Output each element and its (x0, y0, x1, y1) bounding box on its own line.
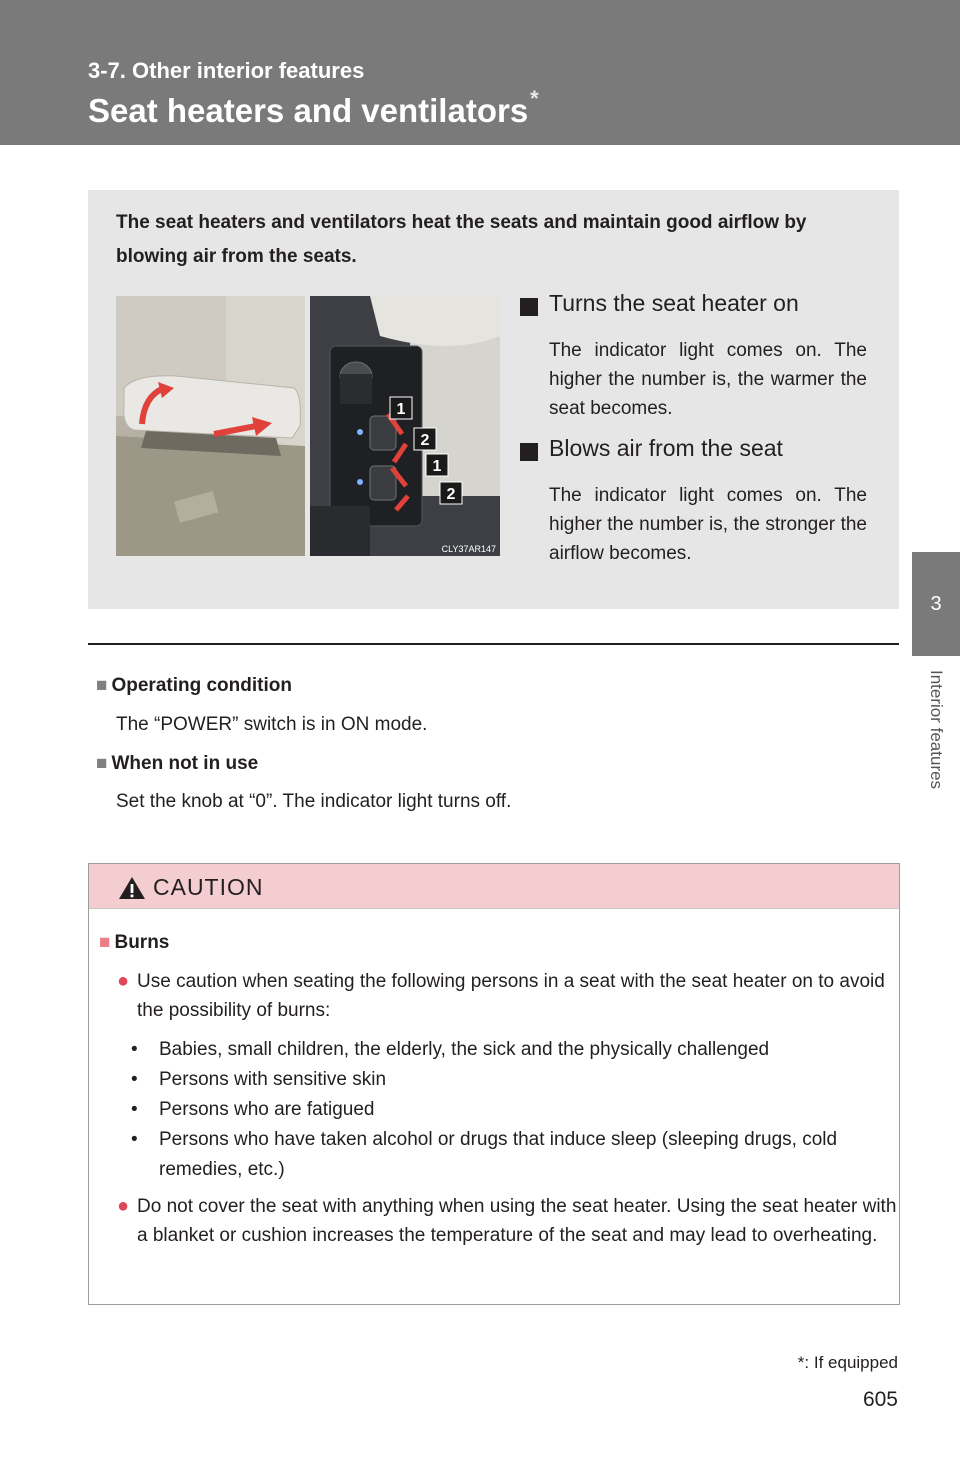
heading-text: When not in use (111, 753, 259, 774)
caution-subitem (131, 1065, 881, 1095)
intro-text: The seat heaters and ventilators heat the seats and maintain good airflow by blowing air from the seats. (116, 212, 807, 267)
operating-condition-heading (96, 675, 292, 697)
intro-box (88, 190, 899, 609)
burns-heading (99, 932, 169, 954)
item-description: The indicator light comes on. The higher the number is, the stronger the airflow becomes. (549, 485, 867, 564)
chapter-label (919, 670, 953, 830)
chapter-tab[interactable]: 3 (912, 552, 960, 656)
item-description: The indicator light comes on. The higher the number is, the warmer the seat becomes. (549, 340, 867, 419)
section-label: 3-7. Other interior features (88, 58, 365, 83)
switch-panel-photo (310, 296, 500, 556)
caution-title: CAUTION (153, 874, 264, 900)
armrest-photo (116, 296, 305, 556)
section-divider (88, 643, 899, 645)
caution-bullet (117, 967, 897, 1025)
callout-label: 1 (396, 401, 406, 418)
figure-code: CLY37AR147 (441, 544, 496, 554)
red-dot-icon: ● (117, 1195, 130, 1217)
page-title-text: Seat heaters and ventilators (88, 92, 529, 129)
subitem-text: Babies, small children, the elderly, the sick and the physically challenged (159, 1039, 770, 1060)
callout-label: 2 (446, 486, 456, 503)
armrest-illustration (116, 296, 305, 556)
subitem-text: Persons who are fatigued (159, 1099, 375, 1120)
footnote: *: If equipped (797, 1353, 898, 1372)
heading-text: Burns (114, 932, 170, 953)
dot-marker-icon: • (131, 1069, 138, 1090)
switch-panel-illustration (310, 296, 500, 556)
page-header (0, 0, 960, 145)
callout-label: 1 (432, 458, 442, 475)
operating-condition-body: The “POWER” switch is in ON mode. (116, 714, 428, 735)
square-bullet-icon: ■ (96, 675, 108, 696)
square-bullet-icon: ■ (99, 932, 111, 953)
caution-bullet (117, 1192, 897, 1250)
item-title: Blows air from the seat (549, 435, 783, 461)
caution-subitem (131, 1125, 881, 1185)
dot-marker-icon: • (131, 1039, 138, 1060)
page-title (88, 86, 539, 130)
caution-box (88, 863, 900, 1305)
page-number: 605 (862, 1388, 898, 1411)
bullet-text: Use caution when seating the following persons in a seat with the seat heater on to avoid the possibility of burns: (137, 971, 885, 1021)
red-dot-icon: ● (117, 970, 130, 992)
if-equipped-mark: * (530, 86, 539, 111)
caution-subitem (131, 1095, 881, 1125)
not-in-use-heading (96, 753, 258, 775)
caution-header (89, 864, 899, 909)
dot-marker-icon: • (131, 1129, 138, 1150)
item-number-badge (520, 443, 538, 461)
subitem-text: Persons who have taken alcohol or drugs that induce sleep (sleeping drugs, cold remedies, etc.) (159, 1129, 838, 1180)
caution-subitem (131, 1035, 881, 1065)
dot-marker-icon: • (131, 1099, 138, 1120)
chapter-label-text: Interior features (927, 670, 946, 790)
item-number-badge (520, 298, 538, 316)
warning-triangle-icon (118, 876, 146, 900)
square-bullet-icon: ■ (96, 753, 108, 774)
not-in-use-body: Set the knob at “0”. The indicator light turns off. (116, 791, 512, 812)
bullet-text: Do not cover the seat with anything when using the seat heater. Using the seat heater with a blanket or cushion increases the temperature of the seat and may lead to overheating. (137, 1196, 897, 1246)
callout-label: 2 (420, 432, 430, 449)
heading-text: Operating condition (111, 675, 292, 696)
subitem-text: Persons with sensitive skin (159, 1069, 387, 1090)
item-title: Turns the seat heater on (549, 290, 799, 316)
